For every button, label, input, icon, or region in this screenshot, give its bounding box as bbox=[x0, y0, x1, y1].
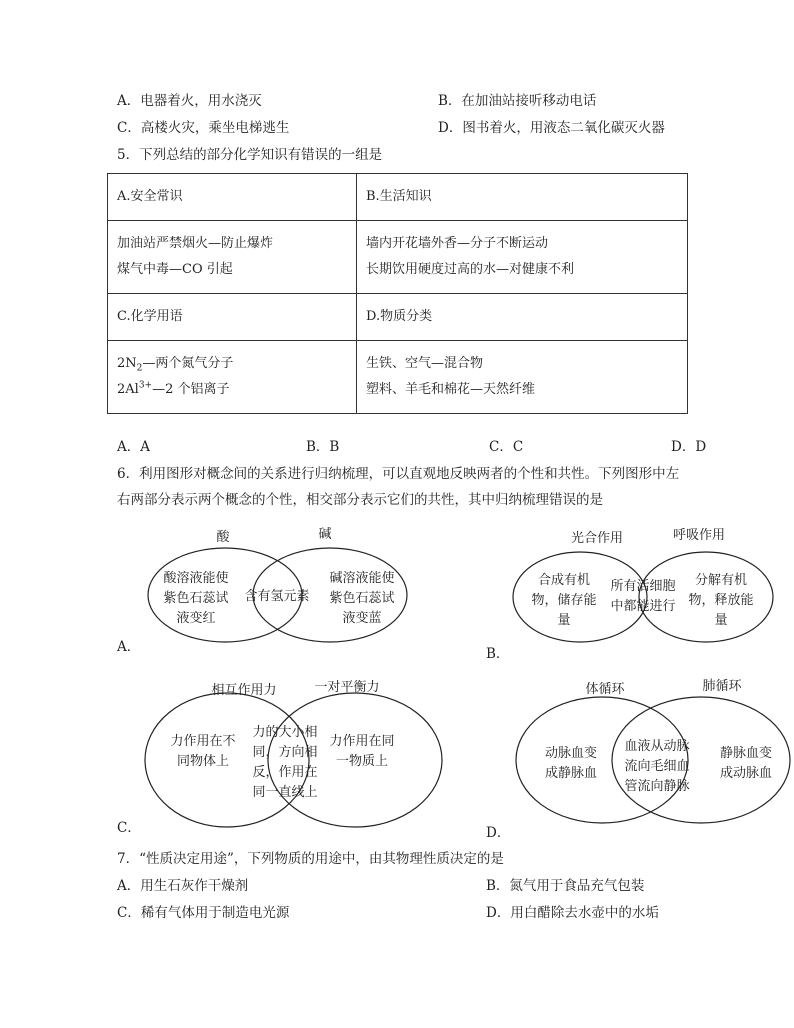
q5-option-a: A．A bbox=[117, 439, 150, 455]
venn-d-left-text: 动脉血变成静脉血 bbox=[544, 746, 598, 781]
q5-d-line-2: 塑料、羊毛和棉花—天然纤维 bbox=[366, 382, 536, 397]
q5-cell-c-body bbox=[108, 341, 357, 414]
venn-d-middle-text: 血液从动脉流向毛细血管流向静脉 bbox=[624, 739, 690, 794]
venn-b-option-label: B． bbox=[486, 646, 510, 662]
venn-b-left-title: 光合作用 bbox=[570, 531, 624, 546]
q5-cell-b-head: B.生活知识 bbox=[357, 174, 688, 221]
q5-cell-b-body bbox=[357, 221, 688, 294]
q5-b-line-2: 长期饮用硬度过高的水—对健康不利 bbox=[366, 262, 575, 277]
q5-option-c: C．C bbox=[489, 439, 524, 455]
venn-d-left-title: 体循环 bbox=[585, 682, 625, 697]
q7-option-d: D．用白醋除去水壶中的水垢 bbox=[486, 905, 659, 921]
q5-cell-a-body bbox=[108, 221, 357, 294]
q5-b-line-1: 墙内开花墙外香—分子不断运动 bbox=[366, 236, 549, 251]
venn-b-right-title: 呼吸作用 bbox=[672, 528, 726, 543]
venn-a-option-label: A． bbox=[117, 639, 141, 655]
venn-c-middle-text: 力的大小相同，方向相反，作用在同一直线上 bbox=[252, 725, 318, 800]
q7-option-a: A．用生石灰作干燥剂 bbox=[117, 878, 249, 894]
venn-a-middle-text: 含有氢元素 bbox=[244, 589, 310, 604]
q4-option-b: B．在加油站接听移动电话 bbox=[438, 93, 597, 109]
venn-b-middle-text: 所有活细胞中都能进行 bbox=[610, 579, 676, 614]
venn-c-right-title: 一对平衡力 bbox=[314, 680, 380, 695]
q5-c-line-1: $2N_2—$两个氮气分子 bbox=[117, 356, 234, 374]
q5-option-d: D．D bbox=[671, 439, 707, 455]
q5-stem: 5．下列总结的部分化学知识有错误的一组是 bbox=[117, 147, 383, 163]
venn-c-option-label: C． bbox=[117, 820, 141, 836]
q6-stem-line-2: 右两部分表示两个概念的个性，相交部分表示它们的共性，其中归纳梳理错误的是 bbox=[117, 492, 603, 508]
q5-option-b: B．B bbox=[306, 439, 340, 455]
q6-stem-line-1: 6．利用图形对概念间的关系进行归纳梳理，可以直观地反映两者的个性和共性。下列图形中左 bbox=[117, 466, 680, 482]
venn-a-right-title: 碱 bbox=[318, 527, 332, 542]
venn-b-right-text: 分解有机物，释放能量 bbox=[688, 573, 754, 628]
venn-d-right-title: 肺循环 bbox=[702, 679, 742, 694]
venn-d-right-text: 静脉血变成动脉血 bbox=[719, 746, 773, 781]
q7-option-c: C．稀有气体用于制造电光源 bbox=[117, 905, 290, 921]
venn-diagram-c bbox=[140, 675, 460, 835]
venn-diagram-b bbox=[508, 520, 788, 650]
q4-option-a: A．电器着火，用水浇灭 bbox=[117, 93, 262, 109]
venn-c-left-title: 相互作用力 bbox=[211, 683, 277, 698]
venn-c-right-text: 力作用在同一物质上 bbox=[329, 734, 395, 769]
venn-c-left-text: 力作用在不同物体上 bbox=[170, 734, 236, 769]
q4-option-c: C．高楼火灾，乘坐电梯逃生 bbox=[117, 120, 290, 136]
q5-a-line-1: 加油站严禁烟火—防止爆炸 bbox=[117, 236, 274, 251]
venn-b-left-text: 合成有机物，储存能量 bbox=[531, 573, 597, 628]
venn-d-option-label: D． bbox=[486, 825, 511, 841]
venn-a-left-text: 酸溶液能使紫色石蕊试液变红 bbox=[163, 571, 229, 626]
q4-option-d: D．图书着火，用液态二氧化碳灭火器 bbox=[438, 120, 665, 136]
q5-d-line-1: 生铁、空气—混合物 bbox=[366, 356, 484, 371]
q5-cell-d-body bbox=[357, 341, 688, 414]
venn-diagram-d bbox=[508, 675, 794, 835]
q5-c-line-2: $2Al^{3+}—2$ 个铝离子 bbox=[117, 380, 230, 397]
q5-table bbox=[107, 173, 688, 414]
q5-cell-a-head: A.安全常识 bbox=[108, 174, 357, 221]
q5-a-line-2: 煤气中毒—CO 引起 bbox=[117, 262, 233, 277]
venn-a-left-title: 酸 bbox=[216, 530, 230, 545]
q5-cell-d-head: D.物质分类 bbox=[357, 294, 688, 341]
q7-stem: 7．“性质决定用途”，下列物质的用途中，由其物理性质决定的是 bbox=[117, 851, 504, 867]
venn-a-right-text: 碱溶液能使紫色石蕊试液变蓝 bbox=[329, 571, 395, 626]
q5-cell-c-head: C.化学用语 bbox=[108, 294, 357, 341]
venn-diagram-a bbox=[140, 520, 420, 650]
q7-option-b: B．氮气用于食品充气包装 bbox=[486, 878, 645, 894]
